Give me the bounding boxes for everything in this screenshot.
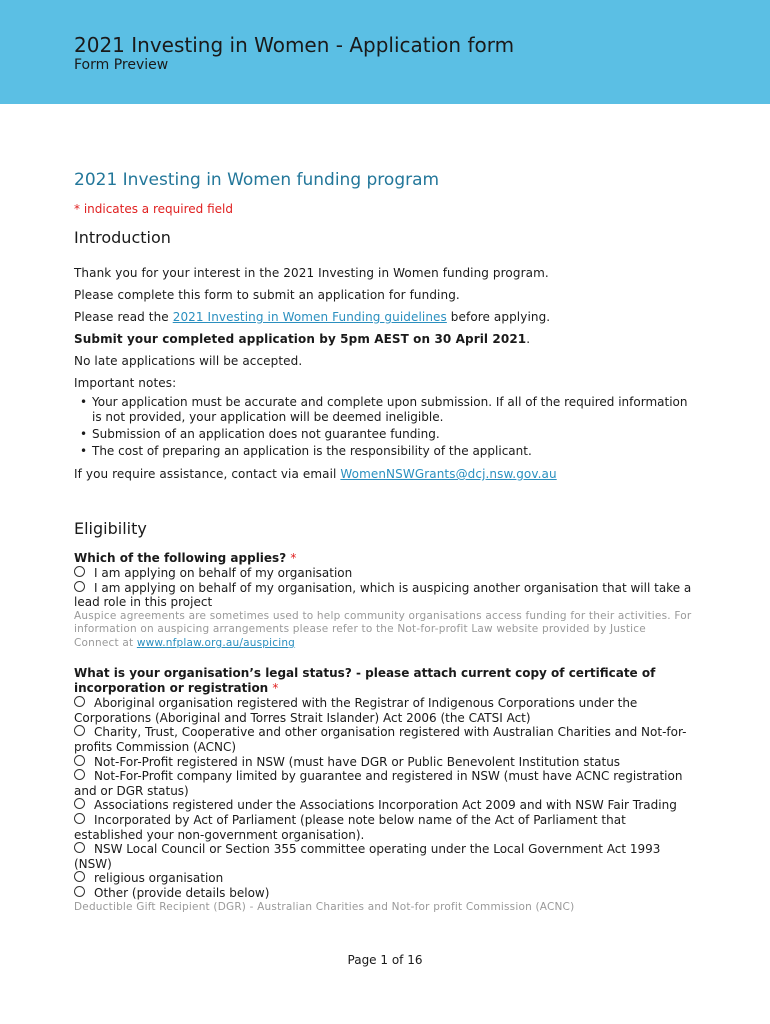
radio-option[interactable]: NSW Local Council or Section 355 committee operating under the Local Government Act 1993 (NSW) [74, 842, 661, 871]
radio-option[interactable]: Not-For-Profit registered in NSW (must have DGR or Public Benevolent Institution status [74, 755, 694, 770]
radio-circle-icon[interactable] [74, 696, 85, 707]
required-asterisk: * [272, 681, 279, 696]
intro-line-complete: Please complete this form to submit an application for funding. [74, 288, 460, 302]
radio-circle-icon[interactable] [74, 755, 85, 766]
intro-line-notes: Important notes: [74, 376, 177, 390]
list-item: • The cost of preparing an application is the responsibility of the applicant. [80, 444, 532, 458]
deadline-suffix: . [526, 332, 531, 346]
radio-circle-icon[interactable] [74, 566, 85, 577]
q-legal-status-label: What is your organisation’s legal status? - please attach current copy of certificate of incorporation or registration * [74, 666, 656, 696]
radio-circle-icon[interactable] [74, 581, 85, 592]
guidelines-prefix: Please read the [74, 310, 173, 324]
radio-option[interactable]: religious organisation [74, 871, 694, 886]
radio-circle-icon[interactable] [74, 871, 85, 882]
page-header [0, 0, 770, 104]
required-field-note: * indicates a required field [74, 202, 233, 216]
radio-circle-icon[interactable] [74, 798, 85, 809]
important-notes-list [74, 395, 694, 459]
radio-option[interactable]: Other (provide details below) [74, 886, 694, 901]
bullet-icon: • [80, 444, 88, 458]
radio-option[interactable]: Not-For-Profit company limited by guarantee and registered in NSW (must have ACNC registration and or DGR status) [74, 769, 683, 798]
bullet-icon: • [80, 427, 88, 441]
dgr-hint: Deductible Gift Recipient (DGR) - Australian Charities and Not-for profit Commission (ACNC) [74, 900, 575, 913]
contact-prefix: If you require assistance, contact via email [74, 467, 341, 481]
form-title: 2021 Investing in Women - Application form [74, 33, 515, 57]
radio-circle-icon[interactable] [74, 769, 85, 780]
contact-email-link[interactable]: WomenNSWGrants@dcj.nsw.gov.au [340, 467, 557, 481]
intro-line-thanks: Thank you for your interest in the 2021 Investing in Women funding program. [74, 266, 549, 280]
radio-option[interactable]: I am applying on behalf of my organisation, which is auspicing another organisation that will take a lead role in this project [74, 580, 692, 610]
nfplaw-link[interactable]: www.nfplaw.org.au/auspicing [136, 636, 296, 649]
auspice-hint: Auspice agreements are sometimes used to help community organisations access funding for their activities. For information on auspicing arrangements please refer to the Not-for-profit Law website provided by Justice Connect at www.nfplaw.org.au/auspicing [74, 609, 692, 649]
form-subtitle: Form Preview [74, 57, 169, 73]
guidelines-link[interactable]: 2021 Investing in Women Funding guidelines [172, 310, 447, 324]
guidelines-suffix: before applying. [446, 310, 551, 324]
list-item: • Your application must be accurate and complete upon submission. If all of the required information is not provided, your application will be deemed ineligible. [80, 395, 688, 424]
q-applicant-type-label: Which of the following applies? * [74, 551, 297, 565]
intro-line-guidelines [74, 306, 694, 328]
radio-option[interactable]: Incorporated by Act of Parliament (please note below name of the Act of Parliament that established your non-government organisation). [74, 813, 626, 842]
list-item: • Submission of an application does not guarantee funding. [80, 427, 440, 441]
radio-circle-icon[interactable] [74, 886, 85, 897]
intro-line-contact [74, 463, 694, 485]
intro-line-deadline [74, 328, 694, 350]
radio-option[interactable]: Aboriginal organisation registered with the Registrar of Indigenous Corporations under the Corporations (Aboriginal and Torres Strait Islander) Act 2006 (the CATSI Act) [74, 696, 638, 725]
program-title: 2021 Investing in Women funding program [74, 170, 440, 190]
bullet-icon: • [80, 395, 88, 409]
radio-circle-icon[interactable] [74, 842, 85, 853]
radio-option[interactable]: Charity, Trust, Cooperative and other organisation registered with Australian Charities and Not-for-profits Commission (ACNC) [74, 725, 687, 755]
eligibility-heading: Eligibility [74, 519, 147, 538]
radio-circle-icon[interactable] [74, 813, 85, 824]
page-number: Page 1 of 16 [347, 953, 423, 967]
required-asterisk: * [290, 551, 297, 565]
radio-option[interactable]: I am applying on behalf of my organisation [74, 566, 694, 581]
radio-option[interactable]: Associations registered under the Associations Incorporation Act 2009 and with NSW Fair Trading [74, 798, 694, 813]
deadline-text: Submit your completed application by 5pm AEST on 30 April 2021 [74, 332, 527, 346]
radio-circle-icon[interactable] [74, 725, 85, 736]
intro-line-late: No late applications will be accepted. [74, 354, 303, 368]
introduction-heading: Introduction [74, 228, 171, 247]
form-content [74, 170, 694, 914]
